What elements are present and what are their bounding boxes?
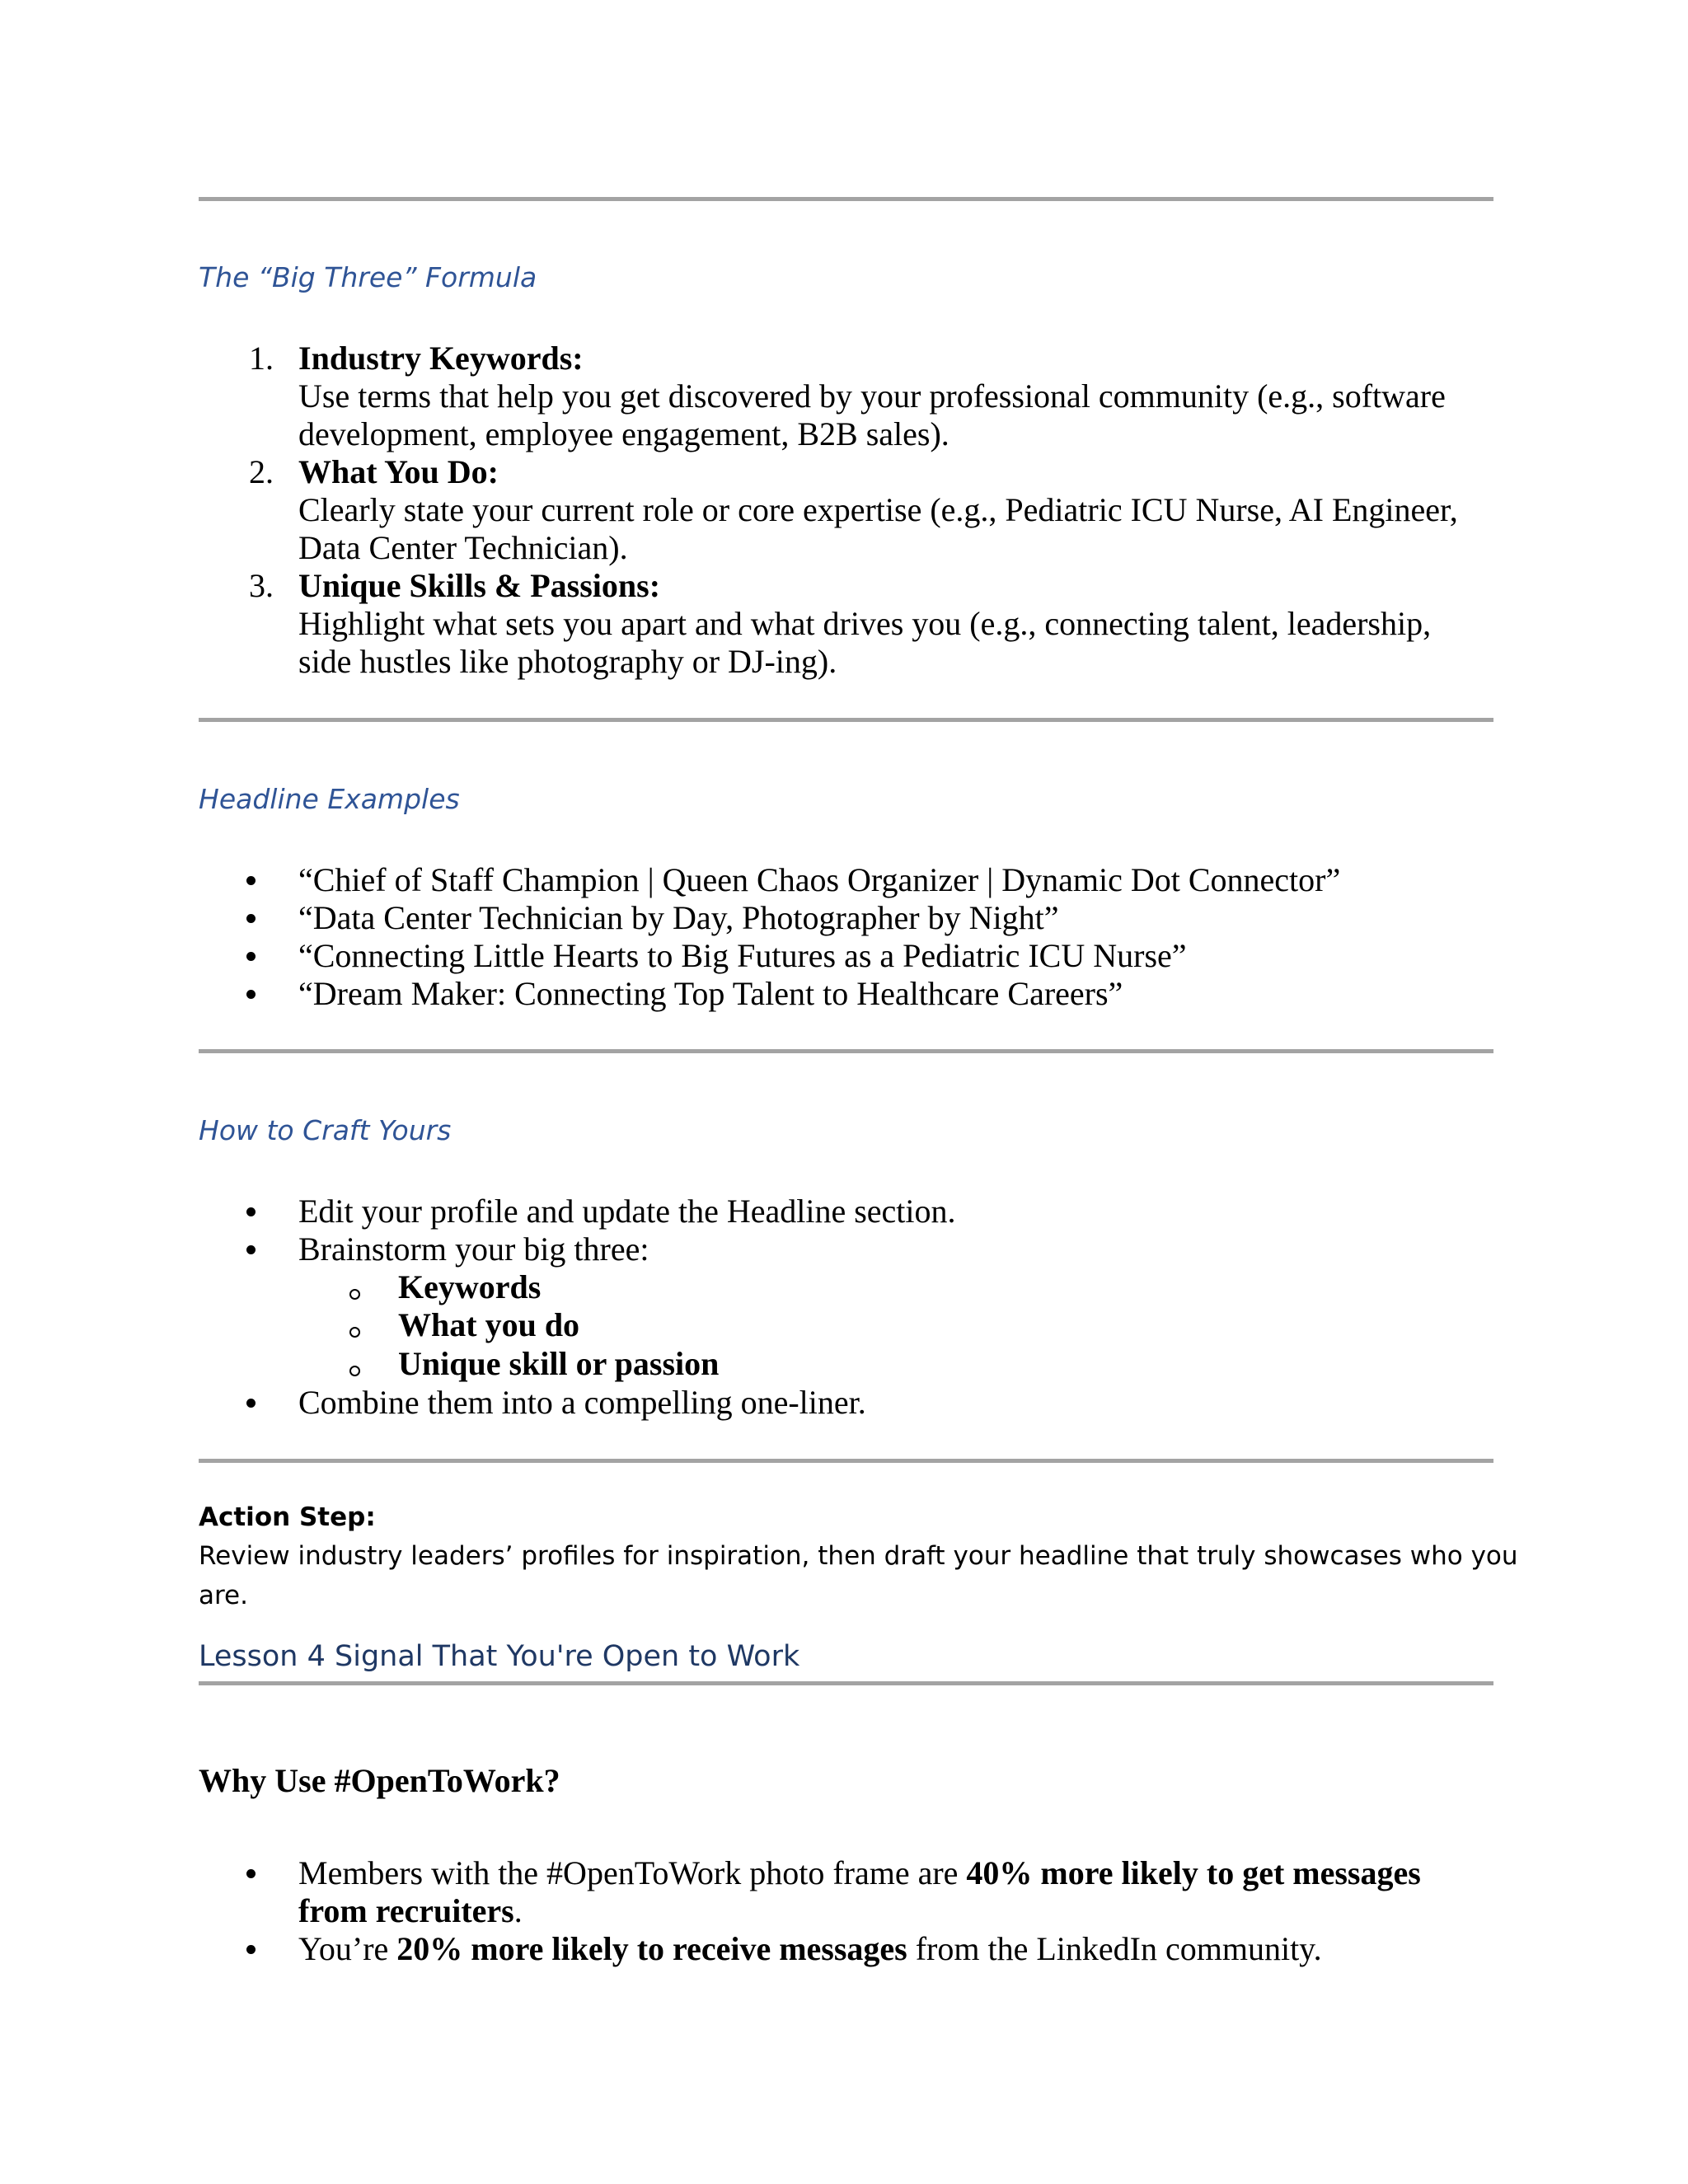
bullet-icon [246, 1869, 256, 1878]
bullet-icon [246, 876, 256, 885]
list-item-title: What You Do: [298, 453, 499, 490]
divider [199, 1049, 1493, 1053]
action-step-label: Action Step: [199, 1502, 376, 1532]
action-step-text: are. [199, 1581, 248, 1610]
sub-list-item: Keywords [398, 1268, 542, 1305]
list-number: 2. [249, 453, 274, 490]
list-item: “Data Center Technician by Day, Photographer by Night” [298, 899, 1059, 936]
list-item-text: development, employee engagement, B2B sales). [298, 415, 950, 452]
list-item-title: Industry Keywords: [298, 340, 584, 377]
action-step-text: Review industry leaders’ profiles for inspiration, then draft your headline that truly showcases who you [199, 1541, 1518, 1571]
list-item-continuation: from recruiters. [298, 1892, 523, 1929]
sub-list-item: What you do [398, 1306, 580, 1343]
list-item-text: Use terms that help you get discovered by your professional community (e.g., software [298, 377, 1446, 415]
list-item: Brainstorm your big three: [298, 1230, 649, 1268]
bullet-icon [246, 1945, 256, 1954]
list-item: Edit your profile and update the Headline section. [298, 1193, 956, 1230]
bullet-icon [246, 914, 256, 923]
lesson-subheading: Why Use #OpenToWork? [199, 1762, 560, 1799]
list-item: “Dream Maker: Connecting Top Talent to Healthcare Careers” [298, 975, 1123, 1012]
list-item: “Chief of Staff Champion | Queen Chaos Organizer | Dynamic Dot Connector” [298, 861, 1341, 898]
section-heading-big-three: The “Big Three” Formula [199, 261, 537, 293]
section-heading-headline-examples: Headline Examples [199, 783, 460, 815]
list-item-text: Data Center Technician). [298, 529, 628, 566]
circle-bullet-icon [349, 1327, 360, 1338]
list-item-text: Highlight what sets you apart and what drives you (e.g., connecting talent, leadership, [298, 605, 1432, 642]
bullet-icon [246, 990, 256, 999]
list-number: 3. [249, 567, 274, 604]
list-item-title: Unique Skills & Passions: [298, 567, 661, 604]
divider [199, 197, 1493, 201]
list-item: You’re 20% more likely to receive messages from the LinkedIn community. [298, 1930, 1322, 1967]
list-item-text: side hustles like photography or DJ-ing). [298, 643, 837, 680]
divider [199, 1459, 1493, 1463]
list-number: 1. [249, 340, 274, 377]
divider [199, 1681, 1493, 1685]
bullet-icon [246, 1399, 256, 1408]
section-heading-craft: How to Craft Yours [199, 1114, 452, 1146]
circle-bullet-icon [349, 1366, 360, 1376]
bullet-icon [246, 952, 256, 961]
divider [199, 718, 1493, 722]
circle-bullet-icon [349, 1289, 360, 1300]
list-item: Combine them into a compelling one-liner. [298, 1384, 866, 1421]
list-item: “Connecting Little Hearts to Big Futures as a Pediatric ICU Nurse” [298, 937, 1187, 974]
list-item-text: Clearly state your current role or core expertise (e.g., Pediatric ICU Nurse, AI Engineer, [298, 491, 1458, 528]
lesson-title: Lesson 4 Signal That You're Open to Work [199, 1640, 800, 1673]
bullet-icon [246, 1207, 256, 1216]
sub-list-item: Unique skill or passion [398, 1345, 720, 1382]
list-item: Members with the #OpenToWork photo frame are 40% more likely to get messages [298, 1854, 1421, 1891]
bullet-icon [246, 1245, 256, 1254]
